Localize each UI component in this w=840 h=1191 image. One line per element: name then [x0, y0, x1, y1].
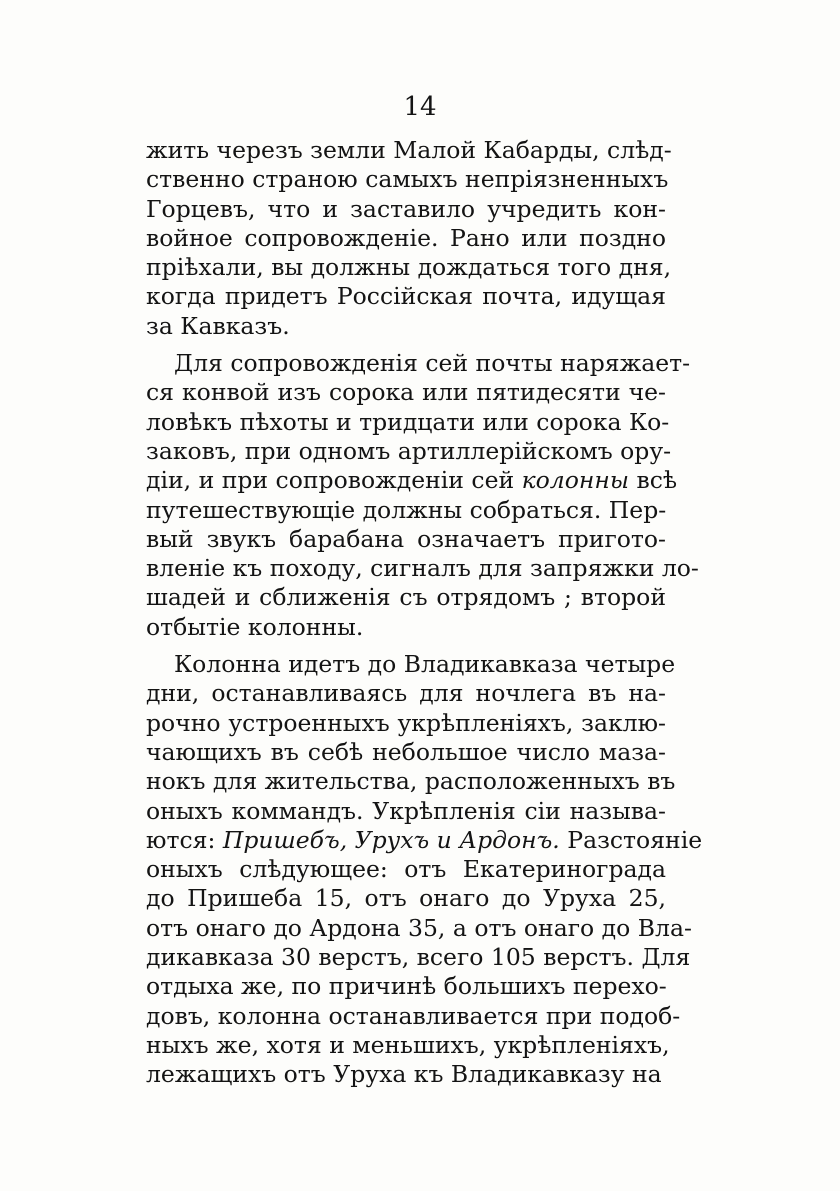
text-line: дни, останавливаясь для ночлега въ на- — [146, 679, 666, 708]
text-line — [146, 825, 703, 855]
text-run: всѣ — [629, 466, 678, 495]
paragraph — [146, 136, 672, 341]
text-line: отбытіе колонны. — [146, 612, 364, 641]
text-line: дикавказа 30 верстъ, всего 105 верстъ. Для — [146, 943, 691, 972]
text-line: оныхъ слѣдующее: отъ Екатеринограда — [146, 855, 666, 884]
text-line: ся конвой изъ сорока или пятидесяти че- — [146, 378, 666, 407]
text-run: діи, и при сопровожденіи сей — [146, 466, 522, 495]
text-line: отъ онаго до Ардона 35, а отъ онаго до Вла- — [146, 913, 692, 942]
text-line: шадей и сближенія съ отрядомъ ; второй — [146, 583, 666, 612]
text-line: нокъ для жительства, расположенныхъ въ — [146, 767, 676, 796]
text-line: рочно устроенныхъ укрѣпленіяхъ, заклю- — [146, 708, 666, 737]
text-line: войное сопровожденіе. Рано или поздно — [146, 223, 666, 252]
text-line: оныхъ коммандъ. Укрѣпленія сіи называ- — [146, 796, 666, 825]
text-line: Колонна идетъ до Владикавказа четыре — [174, 650, 676, 679]
paragraph — [146, 650, 703, 1089]
text-line: за Кавказъ. — [146, 311, 290, 340]
text-line: ловѣкъ пѣхоты и тридцати или сорока Ко- — [146, 407, 670, 436]
text-run: Разстояніе — [559, 825, 703, 854]
text-line: вый звукъ барабана означаетъ пригото- — [146, 524, 666, 553]
text-line: когда придетъ Россійская почта, идущая — [146, 282, 666, 311]
text-line: ныхъ же, хотя и меньшихъ, укрѣпленіяхъ, — [146, 1030, 670, 1059]
text-line: жить черезъ земли Малой Кабарды, слѣд- — [146, 136, 672, 164]
body-text — [146, 136, 703, 1090]
italic-run: Пришебъ, Уруxъ и Ардонъ. — [222, 825, 560, 854]
text-line: Горцевъ, что и заставило учредить кон- — [146, 194, 666, 223]
text-line: вленіе къ походу, сигналъ для запряжки ло- — [146, 554, 699, 583]
paragraph — [146, 349, 699, 642]
text-line: до Пришеба 15, отъ онаго до Уруха 25, — [146, 884, 666, 913]
page-number: 14 — [403, 92, 437, 122]
text-run: ются: — [146, 825, 223, 854]
text-line: путешествующіе должны собраться. Пер- — [146, 495, 667, 524]
text-line: довъ, колонна останавливается при подоб- — [146, 1001, 681, 1030]
text-line: ственно страною самыхъ непріязненныхъ — [146, 165, 669, 194]
text-line: отдыха же, по причинѣ большихъ перехо- — [146, 972, 667, 1001]
text-line: чающихъ въ себѣ небольшое число маза- — [146, 737, 666, 766]
text-line: пріѣхали, вы должны дождаться того дня, — [146, 253, 672, 282]
text-line: лежащихъ отъ Уруха къ Владикавказу на — [146, 1060, 662, 1089]
text-line: Для сопровожденія сей почты наряжает- — [174, 349, 691, 378]
text-line — [146, 466, 678, 495]
italic-run: колонны — [521, 466, 630, 495]
text-line: заковъ, при одномъ артиллерійскомъ ору- — [146, 436, 672, 465]
